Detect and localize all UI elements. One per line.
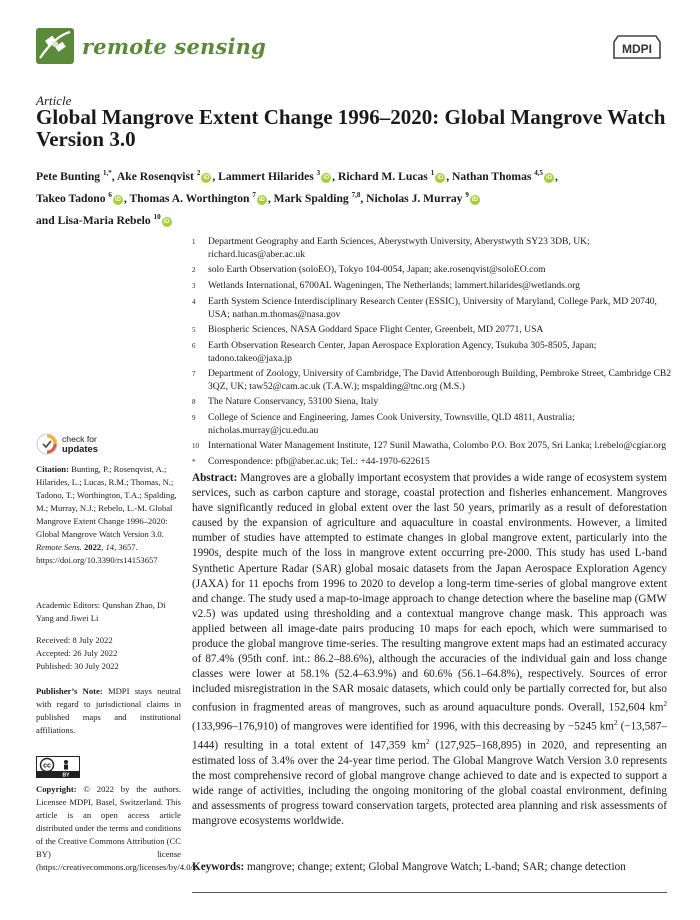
author-name: Richard M. Lucas — [337, 169, 428, 183]
citation-doi[interactable]: , 3657. https://doi.org/10.3390/rs14153657 — [36, 542, 158, 565]
article-title: Global Mangrove Extent Change 1996–2020: Global Mangrove Watch Version 3.0 — [36, 105, 666, 151]
affiliation-text: Wetlands International, 6700AL Wageningen, The Netherlands; lammert.hilarides@wetlands.org — [208, 280, 580, 291]
km2-superscript: 2 — [663, 700, 667, 709]
km2-superscript: 2 — [425, 738, 430, 747]
accepted-date: Accepted: 26 July 2022 — [36, 648, 118, 658]
affiliation-text: Earth System Science Interdisciplinary Research Center (ESSIC), University of Maryland, College Park, MD 20740, USA; nathan.m.thomas@nasa.gov — [208, 296, 657, 320]
affiliation-item — [192, 367, 672, 393]
author-name: Lisa-Maria Rebelo — [57, 213, 151, 227]
citation-authors: Bunting, P.; Rosenqvist, A.; Hilarides, L.; Lucas, R.M.; Thomas, N.; Tadono, T.; Worthington, T.A.; Spalding, M.; Murray, N.J.; Rebelo, L.-M. Global Mangrove Extent Change 1996–2020: Global Mangrove Watch Version 3.0. — [36, 464, 177, 539]
affiliation-text: College of Science and Engineering, James Cook University, Townsville, QLD 4811, Australia; nicholas.murray@jcu.edu.au — [208, 412, 575, 436]
affiliation-number: 8 — [192, 398, 196, 406]
affiliation-text: International Water Management Institute, 127 Sunil Mawatha, Colombo P.O. Box 2075, Sri Lanka; l.rebelo@cgiar.org — [208, 440, 666, 451]
affiliation-text: Department of Zoology, University of Cambridge, The David Attenborough Building, Pembroke Street, Cambridge CB2 3QZ, UK; taw52@cam.ac.uk (T.A.W.); mspalding@tnc.org (M.S.) — [208, 368, 672, 392]
affiliation-text: Department Geography and Earth Sciences, Aberystwyth University, Aberystwyth SY23 3DB, UK; richard.lucas@aber.ac.uk — [208, 236, 590, 260]
author-list: Pete Bunting $^{1,*}$, Ake Rosenqvist $^2$iD , Lammert Hilarides $^3$iD , Richard M. Lucas $^1$iD , Nathan Thomas $^{4,5}$iD , Takeo Tadono $^6$iD , Thomas A. Worthington $^7$iD , Mark Spalding $^{7,8}$, Nicholas J. Murray $^9$iD and Lisa-Maria Rebelo $^{10}$iD — [36, 169, 558, 227]
journal-name: remote sensing — [82, 33, 267, 59]
affiliation-item — [192, 439, 672, 453]
affiliation-item — [192, 295, 672, 321]
abstract-text: (−13,587–1444) resulting in a total extent of 147,359 km — [192, 720, 667, 752]
citation-label: Citation: — [36, 464, 69, 474]
orcid-icon[interactable]: iD — [471, 196, 478, 203]
check-for-updates-badge[interactable] — [36, 433, 98, 455]
citation-block: Citation: Bunting, P.; Rosenqvist, A.; Hilarides, L.; Lucas, R.M.; Thomas, N.; Tadono, T.; Worthington, T.A.; Spalding, M.; Murray, N.J.; Rebelo, L.-M. Global Mangrove Extent Change 1996–2020: Global Mangrove Watch Version 3.0. Remote Sens. 2022, 14, 3657. https://doi.org/10.3390/rs14153657 — [36, 464, 177, 565]
affiliation-number: 9 — [192, 414, 196, 422]
published-date: Published: 30 July 2022 — [36, 661, 119, 671]
article-type: Article — [36, 93, 72, 108]
author-affil-sup: 7,8 — [351, 190, 361, 199]
divider — [192, 892, 667, 893]
abstract-label: Abstract: — [192, 472, 238, 484]
affiliation-text: Biospheric Sciences, NASA Goddard Space Flight Center, Greenbelt, MD 20771, USA — [208, 324, 544, 335]
author-affil-sup: 7 — [252, 190, 256, 199]
author-name: Nathan Thomas — [452, 169, 532, 183]
orcid-icon[interactable]: iD — [114, 196, 121, 203]
author-affil-sup: 1 — [430, 169, 435, 177]
author-affil-sup: 9 — [465, 190, 469, 199]
affiliation-item — [192, 235, 672, 261]
author-affil-sup: 2 — [196, 169, 201, 177]
affiliation-number: 10 — [192, 442, 199, 450]
copyright-notice — [36, 783, 198, 874]
publisher-name: MDPI — [622, 42, 652, 56]
abstract-text: (133,996–176,910) of mangroves were identified for 1996, with this decreasing by −5245 km — [192, 720, 615, 733]
journal-header — [36, 28, 266, 64]
by-label: BY — [62, 772, 70, 778]
cc-label: cc — [43, 762, 51, 770]
copyright-text: © 2022 by the authors. Licensee MDPI, Basel, Switzerland. This article is an open access article distributed under the terms and conditions of the Creative Commons Attribution (CC BY) license (https://creativecommons.org/licenses/by/4.0/). — [36, 784, 198, 872]
keywords — [192, 860, 667, 875]
publisher-note-label: Publisher’s Note: — [36, 686, 103, 696]
received-date: Received: 8 July 2022 — [36, 635, 113, 645]
affiliation-number: 4 — [192, 298, 196, 306]
affiliation-number: 7 — [192, 370, 196, 378]
affiliation-list — [192, 235, 672, 471]
km2-superscript: 2 — [614, 719, 618, 728]
affiliation-number: 3 — [192, 282, 196, 290]
citation-year: 2022 — [83, 542, 102, 552]
orcid-icon[interactable]: iD — [546, 174, 553, 181]
publisher-note — [36, 685, 181, 737]
cc-by-license-icon[interactable] — [36, 756, 80, 778]
check-for-label: check for — [62, 433, 97, 444]
publisher-note-text: MDPI stays neutral with regard to jurisdictional claims in published maps and institutional affiliations. — [36, 686, 181, 735]
copyright-label: Copyright: — [36, 784, 77, 794]
affiliation-item — [192, 395, 672, 409]
author-affil-sup: 6 — [108, 190, 112, 199]
check-updates-icon — [36, 433, 58, 455]
orcid-icon[interactable]: iD — [258, 196, 265, 203]
updates-label: updates — [62, 442, 98, 454]
publication-dates — [36, 634, 181, 673]
academic-editors: Academic Editors: Qunshan Zhao, Di Yang and Jiwei Li — [36, 600, 166, 623]
affiliation-item — [192, 411, 672, 437]
correspondence — [192, 455, 672, 469]
orcid-icon[interactable]: iD — [163, 218, 170, 225]
mdpi-logo-icon — [612, 34, 662, 60]
author-name: Mark Spalding — [273, 191, 349, 205]
affiliation-item — [192, 323, 672, 337]
author-name: Ake Rosenqvist — [116, 169, 194, 183]
affiliation-text: Earth Observation Research Center, Japan Aerospace Exploration Agency, Tsukuba 305-8505, Japan; tadono.takeo@jaxa.jp — [208, 340, 597, 364]
orcid-icon[interactable]: iD — [323, 174, 330, 181]
author-name: Takeo Tadono — [36, 191, 106, 205]
affiliation-item — [192, 263, 672, 277]
author-name: Thomas A. Worthington — [129, 191, 250, 205]
citation-journal: Remote Sens. — [36, 542, 82, 552]
orcid-icon[interactable]: iD — [437, 174, 444, 181]
abstract-text: (127,925–168,895) in 2020, and representing an estimated loss of 3.4% over the 24-year time period. The Global Mangrove Watch Version 3.0 represents the most comprehensive record of global mangrove change achieved to date and is expected to support a wide range of activities, including the ongoing monitoring of the global coastal environment, defining and assessments of progress toward conservation targets, protected area planning and risk assessments of mangrove ecosystems worldwide. — [192, 739, 667, 828]
affiliation-item — [192, 339, 672, 365]
author-name: Nicholas J. Murray — [366, 191, 463, 205]
affiliation-number: * — [192, 458, 196, 466]
author-affil-sup: 4,5 — [534, 169, 544, 177]
citation-volume: 14 — [105, 542, 115, 552]
keywords-text: mangrove; change; extent; Global Mangrove Watch; L-band; SAR; change detection — [247, 861, 626, 873]
author-affil-sup: 3 — [316, 169, 321, 177]
keywords-label: Keywords: — [192, 861, 245, 873]
affiliation-number: 6 — [192, 342, 196, 350]
affiliation-text: Correspondence: pfb@aber.ac.uk; Tel.: +44-1970-622615 — [208, 456, 430, 467]
orcid-icon[interactable]: iD — [203, 174, 210, 181]
affiliation-item — [192, 279, 672, 293]
affiliation-text: solo Earth Observation (soloEO), Tokyo 104-0054, Japan; ake.rosenqvist@soloEO.com — [208, 264, 546, 275]
author-affil-sup: 10 — [153, 212, 161, 221]
author-name: Lammert Hilarides — [218, 169, 314, 183]
abstract — [192, 471, 667, 829]
affiliation-number: 2 — [192, 266, 196, 274]
abstract-text: Mangroves are a globally important ecosystem that provides a wide range of ecosystem system services, such as carbon capture and storage, coastal protection and fisheries enhancement. Mangroves have significantly reduced in global extent over the last 50 years, primarily as a result of deforestation caused by the expansion of agriculture and aquaculture in coastal environments. However, a limited number of studies have attempted to estimate changes in global mangrove extent, particularly into the 1990s, despite much of the loss in mangrove extent occurring pre-2000. This study has used L-band Synthetic Aperture Radar (SAR) global mosaic datasets from the Japan Aerospace Exploration Agency (JAXA) for 11 epochs from 1996 to 2020 to develop a long-term time-series of global mangrove extent and change. The study used a map-to-image approach to change detection where the baseline map (GMW v2.5) was updated using thresholding and a contextual mangrove change mask. This approach was applied between all image-date pairs producing 10 maps for each epoch, which were summarised to produce the global mangrove time-series. The resulting mangrove extent maps had an estimated accuracy of 87.4% (95th conf. int.: 86.2–88.6%), although the accuracies of the individual gain and loss change classes were lower at 58.1% (52.4–63.9%) and 60.6% (56.1–64.8%), respectively. Sources of error included misregistration in the SAR mosaic datasets, which could only be partially corrected for, but also confusion in fragmented areas of mangroves, such as around aquaculture ponds. Overall, 152,604 km — [192, 472, 668, 715]
affiliation-number: 1 — [192, 238, 196, 246]
affiliation-number: 5 — [192, 326, 196, 334]
affiliation-text: The Nature Conservancy, 53100 Siena, Italy — [208, 396, 379, 407]
author-affil-sup: 1,* — [103, 169, 112, 177]
author-name: Pete Bunting — [36, 169, 101, 183]
satellite-logo-icon — [36, 28, 74, 64]
